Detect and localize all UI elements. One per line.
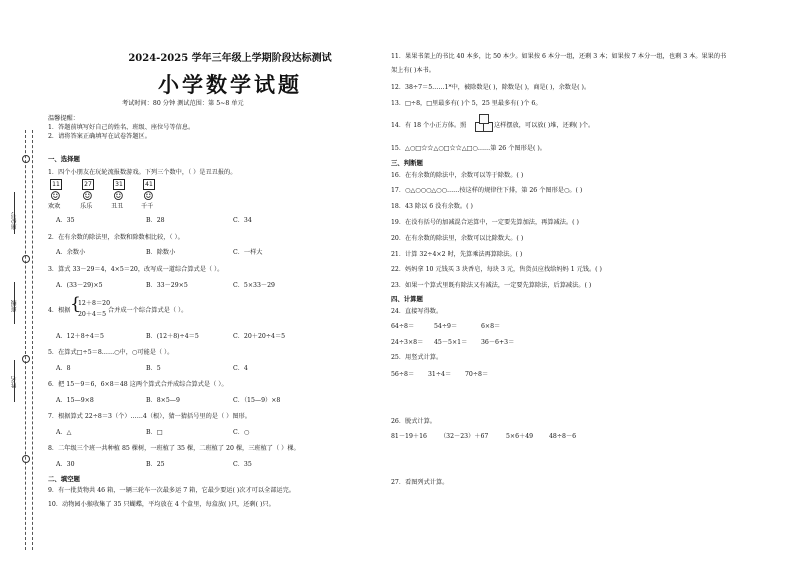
binding-hole <box>22 255 30 263</box>
number-card: 31 <box>113 179 125 190</box>
calc-item: 70÷8＝ <box>465 371 489 378</box>
binding-hole <box>22 155 30 163</box>
question-11-cont: 架上有( )本书。 <box>391 67 435 74</box>
child-figure-icon: ☺ <box>82 189 93 203</box>
option-a: A．12＋8÷4＝5 <box>56 333 104 340</box>
question-22: 22．妈妈拿 10 元钱买 3 块香皂，每块 3 元，售货员应找给妈妈 1 元钱。( ) <box>391 266 602 273</box>
question-12: 12．38÷7＝5……1*中，被除数是( )，除数是( )，商是( )，余数是( )。 <box>391 84 591 91</box>
cube-icon <box>479 114 489 124</box>
option-c: C．5×33－29 <box>233 282 275 289</box>
option-a: A．8 <box>56 365 71 372</box>
question-18: 18．43 除以 6 没有余数。( ) <box>391 203 473 210</box>
question-13: 13．□÷8，□里最多有( )个 5，25 里最多有( )个 6。 <box>391 100 542 107</box>
calc-item: （32－23）＋67 <box>440 433 489 440</box>
binding-hole <box>22 455 30 463</box>
question-7: 7．根据算式 22÷8＝3（个）……4（根），猜一猜括号里的是（ ）图形。 <box>48 413 251 420</box>
section-title: 一、选择题 <box>48 155 80 163</box>
child-name: 千千 <box>141 203 154 210</box>
question-14-suffix: 这样摆放，可以放( )堆，还剩( )个。 <box>494 122 595 129</box>
option-c: C．35 <box>233 461 252 468</box>
notice-line: 1．答题前填写好自己的姓名、班级、座位号等信息。 <box>48 124 195 131</box>
calc-item: 6×8＝ <box>481 323 501 330</box>
question-14-prefix: 14．有 18 个小正方体。照 <box>391 122 467 129</box>
question-8: 8．二年级三个班一共种植 85 棵树，一班植了 35 棵，二班植了 20 棵，三班植了（ ）棵。 <box>48 445 300 452</box>
notice-line: 2．请将答案正确填写在试卷答题区。 <box>48 133 151 140</box>
question-26: 26．脱式计算。 <box>391 418 436 425</box>
option-c: C．○ <box>233 429 250 436</box>
option-b: B．25 <box>146 461 165 468</box>
option-a: A．(33－29)×5 <box>56 282 103 289</box>
binding-dashed-line <box>25 130 26 550</box>
question-10: 10．动物园小猴收集了 35 只蝴蝶，平均放在 4 个盒里，每盒放( )只，还剩( )只。 <box>48 501 275 508</box>
question-3: 3．算式 33－29＝4，4×5＝20，改写成一道综合算式是（ ）。 <box>48 266 224 273</box>
question-21: 21．计算 32÷4×2 时，先算乘法再算除法。( ) <box>391 251 523 258</box>
question-4-equation: 12＋8＝20 <box>78 300 111 307</box>
question-17: 17．○△○○○△○○……按这样的规律往下排，第 26 个图形是○。( ) <box>391 187 583 194</box>
calc-item: 24÷3×8＝ <box>391 339 424 346</box>
option-a: A．30 <box>56 461 75 468</box>
seat-label: 座位号 <box>11 212 18 230</box>
option-c: C．4 <box>233 365 248 372</box>
option-b: B．8×5—9 <box>146 397 180 404</box>
question-25: 25．用竖式计算。 <box>391 354 443 361</box>
section-title: 二、填空题 <box>48 475 80 483</box>
exam-info: 考试时间：80 分钟 测试范围：第 5~8 单元 <box>122 100 244 107</box>
option-c: C．20＋20÷4＝5 <box>233 333 286 340</box>
calc-item: 5×6＋49 <box>506 433 534 440</box>
child-figure-icon: ☺ <box>113 189 124 203</box>
exam-year-title: 2024-2025 学年三年级上学期阶段达标测试 <box>128 53 332 64</box>
question-2: 2．在有余数的除法里，余数和除数相比较，（ ）。 <box>48 234 184 241</box>
question-5: 5．在算式□÷5＝8……○中，○可能是（ ）。 <box>48 349 174 356</box>
calc-item: 81－19＋16 <box>391 433 427 440</box>
question-20: 20．在有余数的除法里，余数可以比除数大。( ) <box>391 235 524 242</box>
question-1: 1．四个小朋友在玩轮流报数游戏。下列三个数中，（ ）是丑丑报的。 <box>48 169 237 176</box>
calc-item: 56÷8＝ <box>391 371 415 378</box>
number-card: 27 <box>82 179 94 190</box>
section-title: 四、计算题 <box>391 295 423 303</box>
exam-main-title: 小学数学试题 <box>158 72 302 97</box>
option-b: B．28 <box>146 217 165 224</box>
option-c: C．34 <box>233 217 252 224</box>
calc-item: 48÷8－6 <box>549 433 577 440</box>
option-b: B．□ <box>146 429 163 436</box>
number-card: 41 <box>143 179 155 190</box>
number-card: 11 <box>50 179 62 190</box>
child-name: 乐乐 <box>80 203 93 210</box>
option-b: B．(12＋8)÷4＝5 <box>146 333 199 340</box>
calc-item: 64÷8＝ <box>391 323 415 330</box>
question-4-suffix: 合并成一个综合算式是（ ）。 <box>108 307 188 314</box>
question-15: 15．△○□☆☆△○□☆☆△□○……第 26 个图形是( )。 <box>391 145 546 152</box>
calc-item: 45－5×1＝ <box>434 339 468 346</box>
question-4-prefix: 4．根据 <box>48 307 71 314</box>
question-27: 27．看图列式计算。 <box>391 479 449 486</box>
option-c: C．一样大 <box>233 249 263 256</box>
binding-dashed-line <box>32 130 33 550</box>
question-16: 16．在有余数的除法中，余数可以等于除数。( ) <box>391 172 524 179</box>
option-b: B．5 <box>146 365 161 372</box>
section-title: 三、判断题 <box>391 159 423 167</box>
option-b: B．33－29×5 <box>146 282 188 289</box>
name-label: 姓名 <box>11 376 18 388</box>
question-23: 23．如果一个算式里既有除法又有减法，一定要先算除法，后算减法。( ) <box>391 282 592 289</box>
class-label: 班级 <box>11 300 18 312</box>
brace-symbol: { <box>70 294 81 314</box>
binding-hole <box>22 355 30 363</box>
question-4-equation: 20＋4＝5 <box>78 311 107 318</box>
option-a: A．35 <box>56 217 75 224</box>
notice-title: 温馨提醒： <box>48 115 79 122</box>
calc-item: 54÷9＝ <box>434 323 458 330</box>
calc-item: 31÷4＝ <box>428 371 452 378</box>
question-6: 6．把 15－9＝6，6×8＝48 这两个算式合并成综合算式是（ ）。 <box>48 381 228 388</box>
question-11: 11．果果书架上的书比 40 本多，比 50 本少。如果按 6 本分一组，还剩 3 本；如果按 7 本分一组，也剩 3 本。果果的书 <box>391 53 727 60</box>
option-b: B．除数小 <box>146 249 176 256</box>
question-19: 19．在没有括号的加减混合运算中，一定要先算加法，再算减法。( ) <box>391 219 579 226</box>
option-c: C．（15—9）×8 <box>233 397 281 404</box>
child-figure-icon: ☺ <box>143 189 154 203</box>
option-a: A．△ <box>56 429 72 436</box>
question-9: 9．有一批货物共 46 箱，一辆三轮车一次最多运 7 箱，它最少要运( )次才可以全部运完。 <box>48 487 295 494</box>
child-name: 丑丑 <box>111 203 124 210</box>
child-figure-icon: ☺ <box>50 189 61 203</box>
calc-item: 36－6+3＝ <box>481 339 515 346</box>
option-a: A．余数小 <box>56 249 86 256</box>
question-24: 24．直接写得数。 <box>391 308 443 315</box>
option-a: A．15—9×8 <box>56 397 94 404</box>
child-name: 欢欢 <box>48 203 61 210</box>
